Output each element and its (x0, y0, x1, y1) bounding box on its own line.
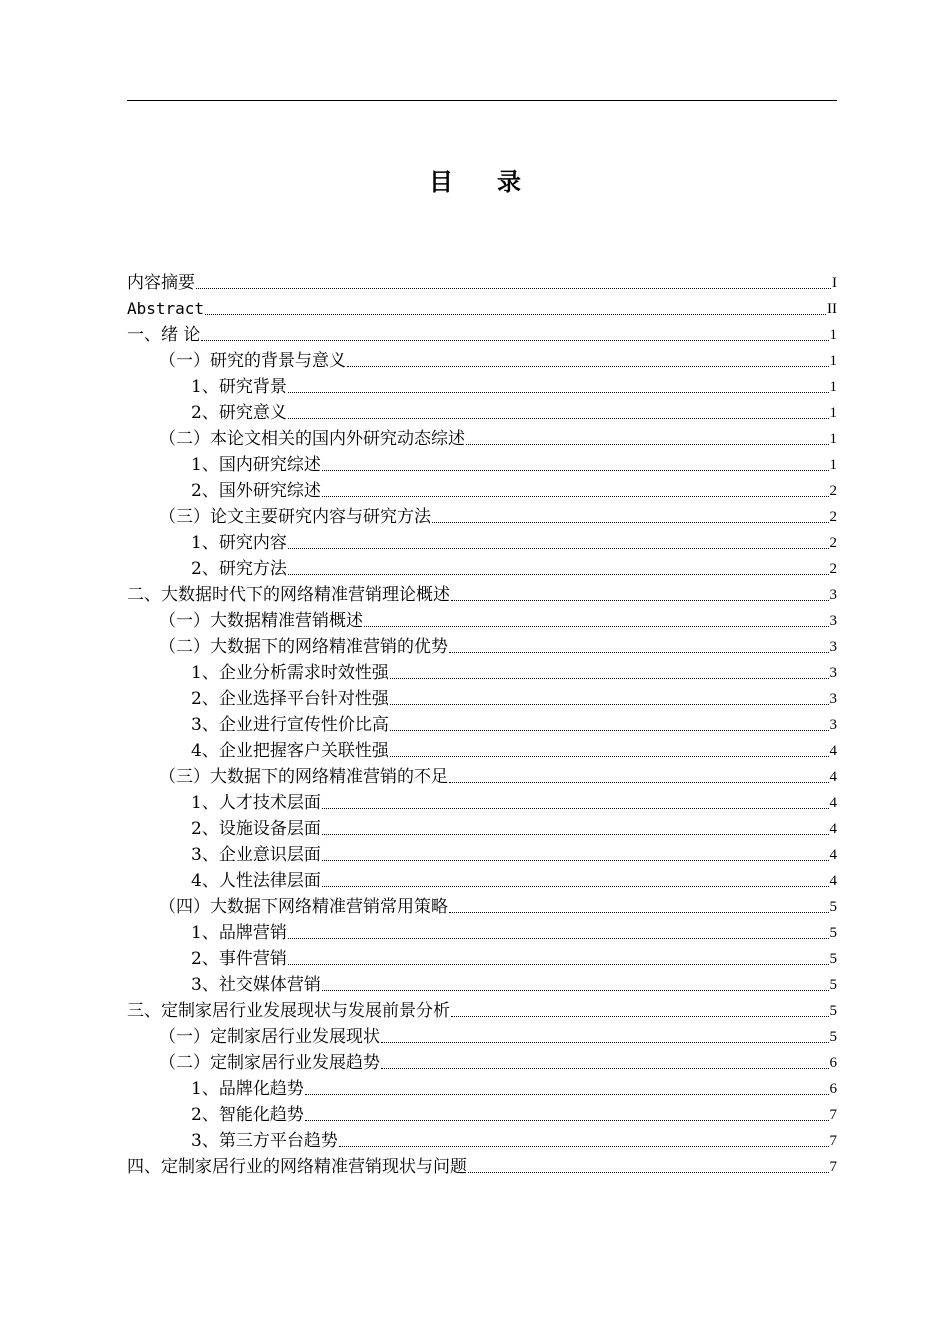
toc-entry-page-number: 2 (829, 535, 837, 551)
toc-entry-label: 3、社交媒体营销 (191, 975, 321, 995)
toc-entry-page-number: 4 (829, 743, 837, 759)
toc-leader-dots (288, 548, 829, 549)
toc-leader-dots (322, 834, 829, 835)
toc-entry-label: Abstract (127, 299, 205, 318)
toc-entry-page-number: 1 (829, 405, 837, 421)
toc-entry-page-number: 7 (829, 1159, 837, 1175)
toc-entry-page-number: 1 (829, 379, 837, 395)
toc-entry[interactable] (127, 920, 837, 946)
toc-entry-label: 二、大数据时代下的网络精准营销理论概述 (127, 585, 450, 605)
toc-leader-dots (468, 1172, 829, 1173)
toc-leader-dots (305, 1120, 829, 1121)
toc-entry-label: 一、绪 论 (127, 325, 201, 345)
toc-entry[interactable] (127, 478, 837, 504)
toc-entry-page-number: 5 (829, 951, 837, 967)
toc-entry-label: （一）定制家居行业发展现状 (159, 1027, 380, 1047)
toc-leader-dots (322, 496, 829, 497)
toc-entry[interactable] (127, 348, 837, 374)
toc-leader-dots (451, 1016, 829, 1017)
toc-entry-page-number: 3 (829, 717, 837, 733)
toc-entry-label: 三、定制家居行业发展现状与发展前景分析 (127, 1001, 450, 1021)
toc-entry-page-number: 3 (829, 665, 837, 681)
toc-leader-dots (322, 990, 829, 991)
toc-entry-label: 1、品牌化趋势 (191, 1079, 304, 1099)
toc-entry-page-number: 1 (829, 431, 837, 447)
toc-leader-dots (364, 626, 829, 627)
toc-leader-dots (390, 730, 829, 731)
toc-entry[interactable] (127, 1076, 837, 1102)
page-title (0, 162, 950, 197)
toc-leader-dots (305, 1094, 829, 1095)
toc-entry-page-number: 3 (829, 639, 837, 655)
toc-entry-label: 2、研究方法 (191, 559, 287, 579)
toc-entry-label: （三）大数据下的网络精准营销的不足 (159, 767, 448, 787)
toc-entry[interactable] (127, 322, 837, 348)
toc-entry-page-number: 4 (829, 769, 837, 785)
toc-entry-page-number: 2 (829, 561, 837, 577)
toc-entry[interactable] (127, 374, 837, 400)
toc-leader-dots (390, 678, 829, 679)
toc-entry-page-number: 4 (829, 873, 837, 889)
toc-leader-dots (390, 756, 829, 757)
toc-entry-page-number: 1 (829, 327, 837, 343)
toc-entry[interactable] (127, 660, 837, 686)
toc-entry-page-number: 3 (829, 613, 837, 629)
toc-entry-label: （二）大数据下的网络精准营销的优势 (159, 637, 448, 657)
toc-entry-label: 2、事件营销 (191, 949, 287, 969)
toc-leader-dots (339, 1146, 829, 1147)
toc-entry-label: （三）论文主要研究内容与研究方法 (159, 507, 431, 527)
toc-entry-label: 1、研究内容 (191, 533, 287, 553)
toc-entry-page-number: 4 (829, 847, 837, 863)
toc-entry[interactable] (127, 998, 837, 1024)
toc-entry-page-number: I (832, 275, 837, 291)
toc-entry-page-number: 4 (829, 795, 837, 811)
toc-leader-dots (205, 314, 826, 315)
toc-entry-page-number: 6 (829, 1081, 837, 1097)
toc-leader-dots (288, 964, 829, 965)
toc-entry[interactable] (127, 504, 837, 530)
toc-entry-label: 3、第三方平台趋势 (191, 1131, 338, 1151)
toc-entry-label: 1、品牌营销 (191, 923, 287, 943)
toc-entry-page-number: II (827, 301, 837, 317)
toc-entry-page-number: 5 (829, 1003, 837, 1019)
toc-entry[interactable] (127, 556, 837, 582)
toc-entry[interactable] (127, 1024, 837, 1050)
toc-leader-dots (451, 600, 829, 601)
toc-entry[interactable] (127, 738, 837, 764)
toc-entry-label: 2、智能化趋势 (191, 1105, 304, 1125)
toc-leader-dots (322, 886, 829, 887)
toc-entry[interactable] (127, 1050, 837, 1076)
toc-entry[interactable] (127, 842, 837, 868)
toc-entry[interactable] (127, 946, 837, 972)
toc-entry-label: 2、研究意义 (191, 403, 287, 423)
toc-entry-page-number: 6 (829, 1055, 837, 1071)
toc-entry-label: 2、设施设备层面 (191, 819, 321, 839)
toc-entry[interactable] (127, 270, 837, 296)
toc-entry-label: （二）本论文相关的国内外研究动态综述 (159, 429, 465, 449)
toc-entry-label: 3、企业进行宣传性价比高 (191, 715, 389, 735)
toc-entry-page-number: 1 (829, 457, 837, 473)
toc-entry[interactable] (127, 764, 837, 790)
toc-entry-label: 4、人性法律层面 (191, 871, 321, 891)
toc-leader-dots (347, 366, 829, 367)
toc-entry[interactable] (127, 400, 837, 426)
toc-leader-dots (432, 522, 829, 523)
toc-entry-page-number: 3 (829, 691, 837, 707)
toc-entry-label: 四、定制家居行业的网络精准营销现状与问题 (127, 1157, 467, 1177)
toc-entry-page-number: 5 (829, 899, 837, 915)
toc-entry[interactable] (127, 868, 837, 894)
toc-leader-dots (201, 340, 828, 341)
toc-entry-page-number: 1 (829, 353, 837, 369)
toc-entry[interactable] (127, 1102, 837, 1128)
toc-leader-dots (449, 912, 829, 913)
toc-entry[interactable] (127, 712, 837, 738)
toc-entry[interactable] (127, 816, 837, 842)
toc-entry-label: 2、企业选择平台针对性强 (191, 689, 389, 709)
toc-entry-label: 内容摘要 (127, 273, 195, 293)
toc-entry-label: 1、研究背景 (191, 377, 287, 397)
toc-entry-label: （四）大数据下网络精准营销常用策略 (159, 897, 448, 917)
toc-entry[interactable] (127, 1154, 837, 1180)
header-rule (127, 100, 837, 101)
toc-entry-label: 2、国外研究综述 (191, 481, 321, 501)
toc-entry-label: 1、企业分析需求时效性强 (191, 663, 389, 683)
toc-entry-label: （二）定制家居行业发展趋势 (159, 1053, 380, 1073)
toc-entry-label: 3、企业意识层面 (191, 845, 321, 865)
toc-leader-dots (196, 288, 831, 289)
toc-entry[interactable] (127, 452, 837, 478)
toc-entry-page-number: 7 (829, 1133, 837, 1149)
toc-entry[interactable] (127, 634, 837, 660)
toc-entry[interactable] (127, 686, 837, 712)
toc-entry-page-number: 4 (829, 821, 837, 837)
toc-leader-dots (390, 704, 829, 705)
toc-entry[interactable] (127, 790, 837, 816)
toc-leader-dots (288, 938, 829, 939)
toc-entry[interactable] (127, 582, 837, 608)
toc-entry-page-number: 5 (829, 1029, 837, 1045)
toc-entry[interactable] (127, 530, 837, 556)
toc-leader-dots (449, 782, 829, 783)
toc-leader-dots (322, 470, 829, 471)
toc-leader-dots (466, 444, 829, 445)
toc-entry[interactable] (127, 1128, 837, 1154)
toc-entry[interactable] (127, 426, 837, 452)
toc-entry-page-number: 5 (829, 925, 837, 941)
toc-leader-dots (322, 808, 829, 809)
toc-entry[interactable] (127, 296, 837, 322)
toc-entry-label: 1、国内研究综述 (191, 455, 321, 475)
toc-leader-dots (322, 860, 829, 861)
toc-entry-label: （一）大数据精准营销概述 (159, 611, 363, 631)
toc-entry-page-number: 3 (829, 587, 837, 603)
title-char-1: 目 (429, 168, 453, 196)
toc-entry-label: （一）研究的背景与意义 (159, 351, 346, 371)
toc-entry-label: 4、企业把握客户关联性强 (191, 741, 389, 761)
toc-entry[interactable] (127, 608, 837, 634)
title-char-2: 录 (497, 168, 521, 196)
toc-entry-page-number: 2 (829, 483, 837, 499)
toc-entry-label: 1、人才技术层面 (191, 793, 321, 813)
toc-entry-page-number: 5 (829, 977, 837, 993)
toc-entry-page-number: 2 (829, 509, 837, 525)
toc-entry-page-number: 7 (829, 1107, 837, 1123)
table-of-contents (127, 270, 837, 1180)
toc-leader-dots (381, 1068, 829, 1069)
toc-leader-dots (288, 418, 829, 419)
toc-leader-dots (288, 574, 829, 575)
toc-leader-dots (288, 392, 829, 393)
toc-leader-dots (381, 1042, 829, 1043)
toc-leader-dots (449, 652, 829, 653)
toc-entry[interactable] (127, 972, 837, 998)
toc-entry[interactable] (127, 894, 837, 920)
